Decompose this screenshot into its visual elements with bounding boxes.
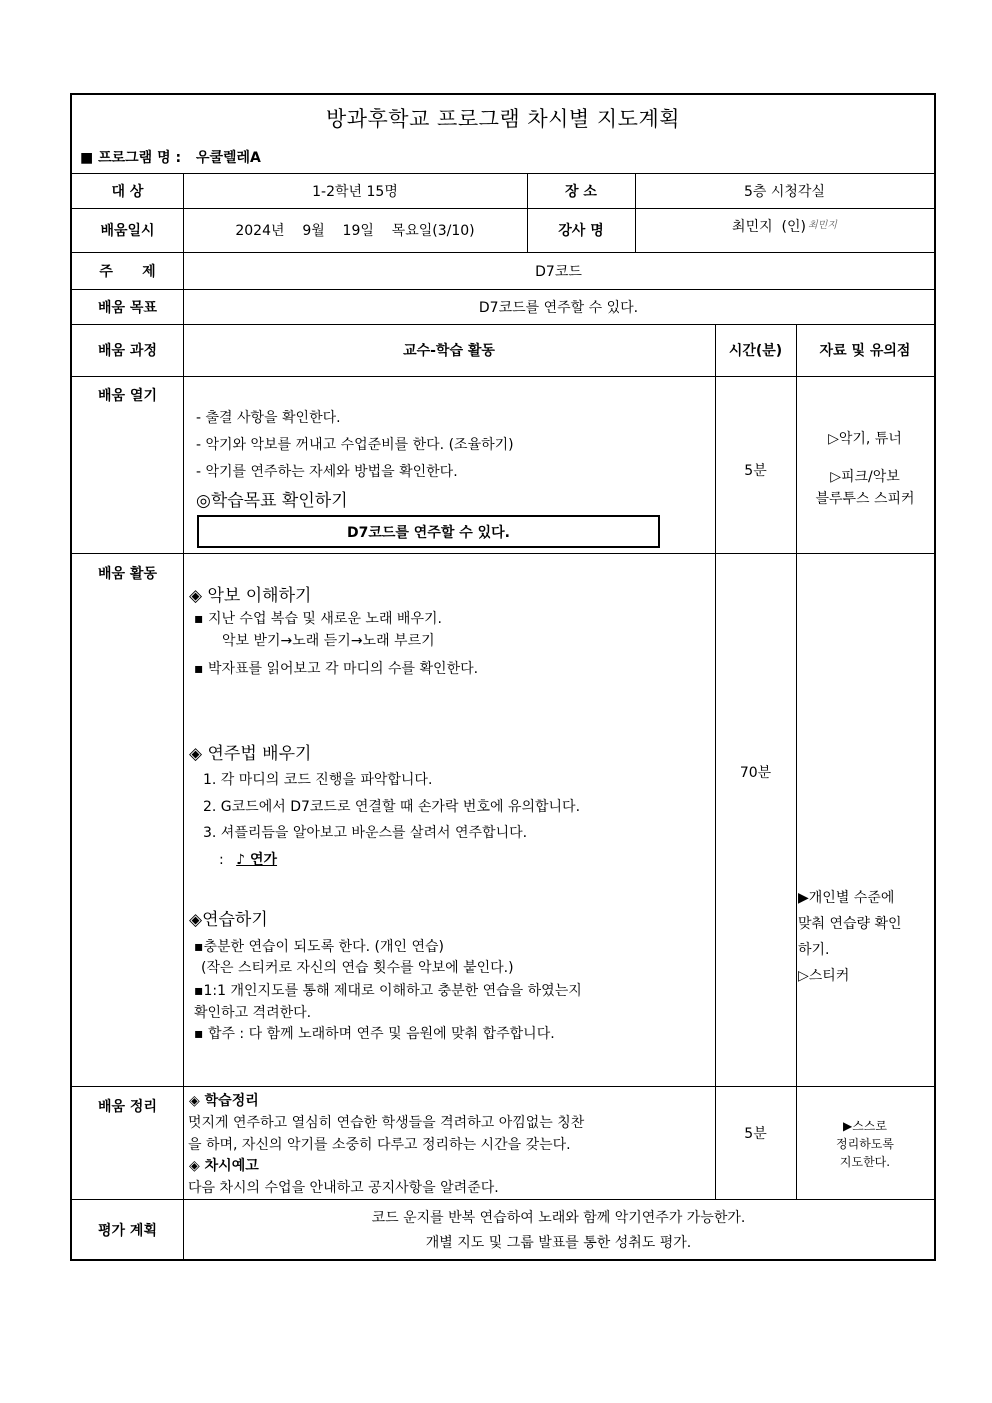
opening-line: - 악기를 연주하는 자세와 방법을 확인한다.: [196, 464, 458, 480]
activity-line: ▪충분한 연습이 되도록 한다. (개인 연습): [194, 939, 444, 955]
date-value: 2024년 9월 19일 목요일(3/10): [235, 223, 475, 239]
opening-line: - 악기와 악보를 꺼내고 수업준비를 한다. (조율하기): [196, 437, 514, 453]
activity-line: ▪1:1 개인지도를 통해 제대로 이해하고 충분한 연습을 하였는지: [194, 983, 582, 999]
activity-line: 확인하고 격려한다.: [194, 1005, 312, 1021]
closing-line: 다음 차시의 수업을 안내하고 공지사항을 알려준다.: [188, 1180, 499, 1196]
material-item: ▷스티커: [798, 968, 850, 984]
opening-materials: [796, 428, 934, 510]
song-note-row: [219, 849, 277, 869]
opening-line: - 출결 사항을 확인한다.: [196, 410, 341, 426]
song-note: ♪ 연가: [236, 852, 278, 868]
activity-line: 2. G코드에서 D7코드로 연결할 때 손가락 번호에 유의합니다.: [203, 799, 581, 815]
teacher-cell: [635, 208, 934, 252]
rule: [72, 1086, 934, 1087]
closing-line: 을 하며, 자신의 악기를 소중히 다루고 정리하는 시간을 갖는다.: [188, 1137, 571, 1153]
opening-label: 배움 열기: [98, 388, 157, 404]
closing-materials: [796, 1117, 934, 1171]
column-header-time: 시간(분): [728, 343, 783, 359]
teacher-signature: 최민지: [807, 220, 837, 231]
column-header-material: 자료 및 유의점: [819, 343, 911, 359]
evaluation-label: 평가 계획: [98, 1223, 157, 1239]
date-label: 배움일시: [100, 223, 155, 239]
activity-line: ▪ 박자표를 읽어보고 각 마디의 수를 확인한다.: [194, 661, 479, 677]
goal-value: D7코드를 연주할 수 있다.: [478, 299, 639, 316]
target-value: 1-2학년 15명: [312, 183, 398, 200]
goal-label: 배움 목표: [98, 299, 157, 316]
opening-time: 5분: [744, 463, 767, 479]
activity-line: 악보 받기→노래 듣기→노래 부르기: [222, 633, 435, 649]
activity-line: ▪ 합주 : 다 함께 노래하며 연주 및 음원에 맞춰 합주합니다.: [194, 1026, 555, 1042]
evaluation-line: 개별 지도 및 그룹 발표를 통한 성취도 평가.: [425, 1235, 692, 1251]
rule: [72, 1199, 934, 1200]
rule: [72, 376, 934, 377]
activity-materials: [798, 885, 934, 989]
program-name-row: [80, 147, 261, 167]
page-title: 방과후학교 프로그램 차시별 지도계획: [325, 107, 681, 131]
topic-value: D7코드: [535, 263, 582, 280]
preview-title: ◈ 차시예고: [189, 1158, 259, 1174]
evaluation-line: 코드 운지를 반복 연습하여 노래와 함께 악기연주가 가능한가.: [371, 1210, 746, 1226]
program-name: 우쿨렐레A: [195, 150, 261, 166]
place-label: 장 소: [565, 183, 597, 200]
activity-line: ▪ 지난 수업 복습 및 새로운 노래 배우기.: [194, 611, 442, 627]
material-item: 지도한다.: [839, 1155, 891, 1169]
closing-time: 5분: [744, 1126, 767, 1142]
material-item: ▷악기, 튜너: [828, 431, 902, 447]
lesson-plan-document: [70, 93, 936, 1261]
closing-label: 배움 정리: [98, 1099, 157, 1115]
material-item: 정리하도록: [836, 1137, 894, 1151]
material-item: ▷피크/악보: [830, 469, 900, 485]
material-item: 하기.: [798, 942, 830, 958]
activity-line: 3. 셔플리듬을 알아보고 바운스를 살려서 연주합니다.: [203, 825, 528, 841]
activity-time: 70분: [739, 765, 772, 781]
program-label: ■ 프로그램 명 :: [80, 150, 182, 166]
goal-check-heading: ◎학습목표 확인하기: [196, 491, 348, 511]
material-item: ▶개인별 수준에: [798, 890, 895, 906]
rule: [72, 553, 934, 554]
closing-line: 멋지게 연주하고 열심히 연습한 학생들을 격려하고 아낌없는 칭찬: [188, 1115, 585, 1131]
teacher-value: 최민지 (인): [732, 219, 806, 235]
goal-box: D7코드를 연주할 수 있다.: [197, 515, 660, 548]
section-title-technique: ◈ 연주법 배우기: [189, 744, 312, 764]
song-note-prefix: :: [219, 852, 224, 868]
teacher-label: 강사 명: [558, 223, 604, 239]
material-item: 맞춰 연습량 확인: [798, 916, 902, 932]
material-item: ▶스스로: [842, 1119, 887, 1133]
topic-label: 주 제: [99, 263, 156, 280]
evaluation-content: [183, 1206, 934, 1256]
summary-title: ◈ 학습정리: [189, 1093, 259, 1109]
column-header-process: 배움 과정: [98, 343, 157, 359]
target-label: 대 상: [111, 183, 144, 200]
section-title-score: ◈ 악보 이해하기: [189, 586, 312, 606]
place-value: 5층 시청각실: [744, 183, 825, 200]
activity-line: (작은 스티커로 자신의 연습 횟수를 악보에 붙인다.): [201, 960, 514, 976]
material-item: 블루투스 스피커: [815, 491, 915, 507]
activity-label: 배움 활동: [98, 566, 157, 582]
section-title-practice: ◈연습하기: [189, 910, 268, 930]
column-header-activity: 교수-학습 활동: [403, 343, 495, 359]
activity-line: 1. 각 마디의 코드 진행을 파악합니다.: [203, 772, 433, 788]
